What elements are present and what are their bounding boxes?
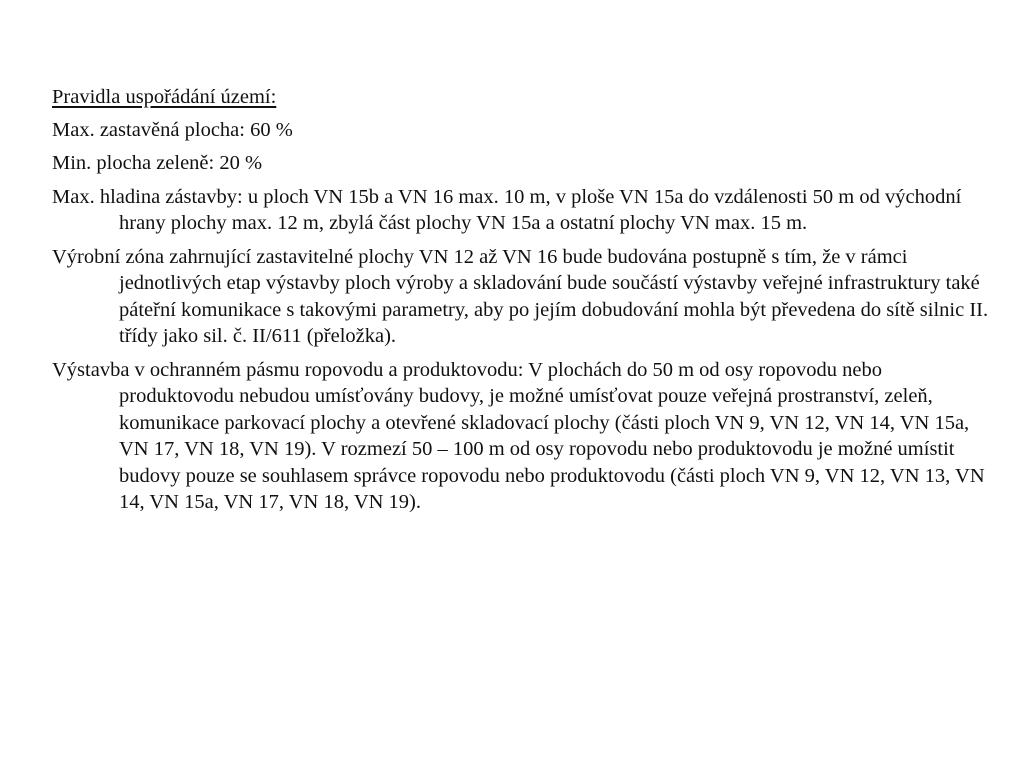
paragraph-max-built-area: Max. zastavěná plocha: 60 % [52, 118, 293, 141]
paragraph-pipeline-protection-zone: Výstavba v ochranném pásmu ropovodu a produktovodu: V plochách do 50 m od osy ropovodu nebo produktovodu nebudou umísťovány budovy, je možné umísťovat pouze veřejná prostranství, zeleň, komunikace parkovací plochy a otevřené skladovací plochy (části ploch VN 9, VN 12, VN 14, VN 15a, VN 17, VN 18, VN 19). V rozmezí 50 – 100 m od osy ropovodu nebo produktovodu je možné umístit budovy pouze se souhlasem správce ropovodu nebo produktovodu (části ploch VN 9, VN 12, VN 13, VN 14, VN 15a, VN 17, VN 18, VN 19). [52, 358, 985, 513]
document-body [52, 84, 1000, 523]
paragraph-min-green-area: Min. plocha zeleně: 20 % [52, 152, 263, 174]
paragraph-max-building-height: Max. hladina zástavby: u ploch VN 15b a VN 16 max. 10 m, v ploše VN 15a do vzdálenosti 50 m od východní hrany plochy max. 12 m, zbylá část plochy VN 15a a ostatní plochy VN max. 15 m. [52, 185, 962, 234]
section-heading: Pravidla uspořádání území: [52, 86, 277, 108]
paragraph-production-zone: Výrobní zóna zahrnující zastavitelné plochy VN 12 až VN 16 bude budována postupně s tím, že v rámci jednotlivých etap výstavby ploch výroby a skladování bude součástí výstavby veřejné infrastruktury také páteřní komunikace s takovými parametry, aby po jejím dobudování mohla být převedena do sítě silnic II. třídy jako sil. č. II/611 (přeložka). [52, 245, 989, 347]
